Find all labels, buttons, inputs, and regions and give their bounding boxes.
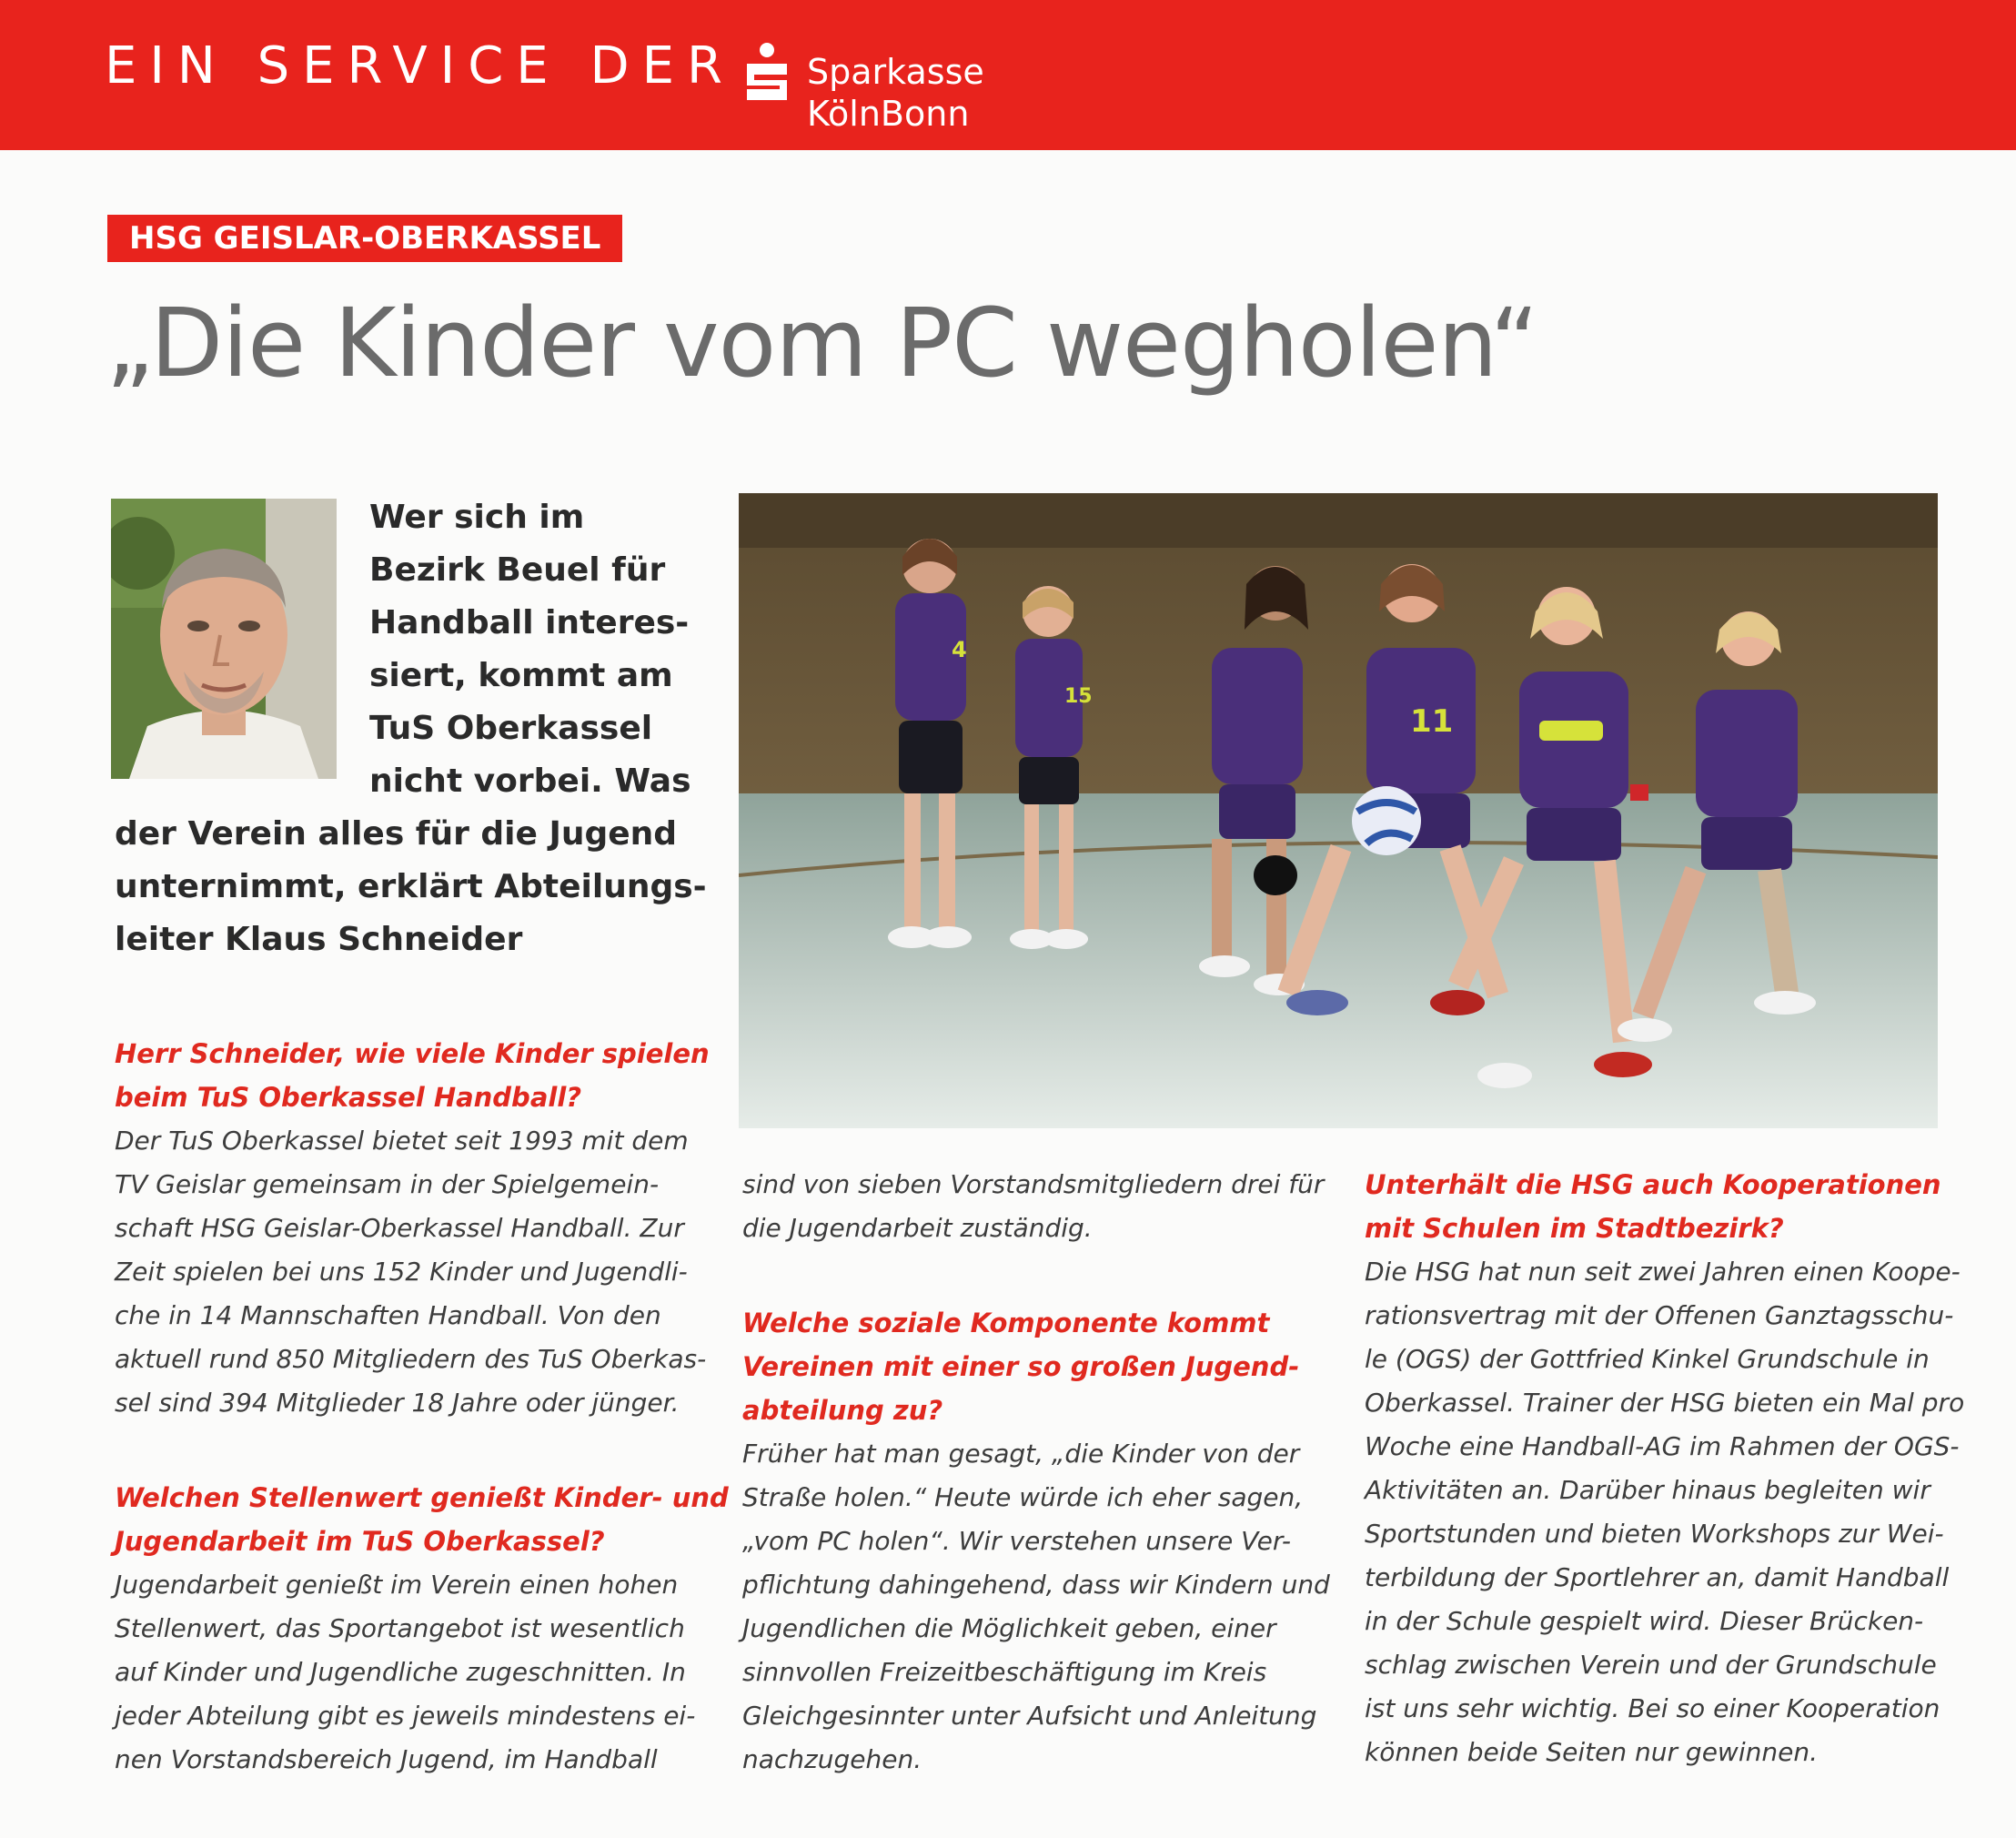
intro-line: nicht vorbei. Was bbox=[369, 762, 691, 800]
a-line: che in 14 Mannschaften Handball. Von den bbox=[115, 1300, 661, 1330]
svg-text:15: 15 bbox=[1064, 685, 1093, 708]
a-line: Aktivitäten an. Darüber hinaus begleiten wir bbox=[1365, 1475, 1930, 1505]
middle-column bbox=[742, 1163, 1330, 1782]
q-line: abteilung zu? bbox=[742, 1395, 943, 1426]
article-headline: „Die Kinder vom PC wegholen“ bbox=[106, 288, 1538, 399]
a-line: Straße holen.“ Heute würde ich eher sagen, bbox=[742, 1482, 1304, 1512]
sparkasse-logo-icon bbox=[741, 42, 792, 106]
intro-line: TuS Oberkassel bbox=[369, 710, 653, 747]
brand-name: Sparkasse bbox=[807, 52, 984, 92]
a-line: Gleichgesinnter unter Aufsicht und Anleitung bbox=[742, 1701, 1317, 1731]
a-line: schlag zwischen Verein und der Grundschule bbox=[1365, 1650, 1937, 1680]
a-line: Die HSG hat nun seit zwei Jahren einen Koope- bbox=[1365, 1257, 1961, 1287]
q-line: Vereinen mit einer so großen Jugend- bbox=[742, 1351, 1300, 1382]
a-line: Der TuS Oberkassel bietet seit 1993 mit dem bbox=[115, 1126, 689, 1156]
a-line: Stellenwert, das Sportangebot ist wesentlich bbox=[115, 1613, 685, 1643]
q-line: Welche soziale Komponente kommt bbox=[742, 1308, 1270, 1338]
q-line: Jugendarbeit im TuS Oberkassel? bbox=[115, 1526, 605, 1557]
intro-line: unternimmt, erklärt Abteilungs- bbox=[115, 868, 707, 905]
handball-girls-photo bbox=[739, 493, 1938, 1128]
question-3 bbox=[742, 1301, 1325, 1432]
q-line: Unterhält die HSG auch Kooperationen bbox=[1365, 1169, 1941, 1200]
brand-city: KölnBonn bbox=[807, 94, 970, 134]
svg-text:4: 4 bbox=[952, 637, 967, 662]
intro-line: Wer sich im bbox=[369, 499, 585, 536]
a-line: Oberkassel. Trainer der HSG bieten ein Mal pro bbox=[1365, 1388, 1965, 1418]
service-text: EIN SERVICE DER bbox=[105, 36, 735, 96]
a-line: Früher hat man gesagt, „die Kinder von der bbox=[742, 1439, 1300, 1469]
a-line: sinnvollen Freizeitbeschäftigung im Kreis bbox=[742, 1657, 1267, 1687]
intro-line: Bezirk Beuel für bbox=[369, 551, 666, 589]
intro-line: leiter Klaus Schneider bbox=[115, 921, 523, 958]
a-line: schaft HSG Geislar-Oberkassel Handball. Zur bbox=[115, 1213, 684, 1243]
intro-line: siert, kommt am bbox=[369, 657, 673, 694]
q-line: Welchen Stellenwert genießt Kinder- und bbox=[115, 1482, 729, 1513]
a-line: Sportstunden und bieten Workshops zur Wei- bbox=[1365, 1519, 1944, 1549]
a-line: „vom PC holen“. Wir verstehen unsere Ver- bbox=[742, 1526, 1291, 1556]
q-line: Herr Schneider, wie viele Kinder spielen bbox=[115, 1038, 710, 1069]
top-banner bbox=[0, 0, 2016, 150]
answer-2-continued bbox=[742, 1163, 1325, 1250]
q-line: beim TuS Oberkassel Handball? bbox=[115, 1082, 582, 1113]
section-kicker: HSG GEISLAR-OBERKASSEL bbox=[107, 215, 622, 262]
question-1 bbox=[115, 1032, 710, 1119]
answer-2 bbox=[115, 1563, 697, 1782]
a-line: ist uns sehr wichtig. Bei so einer Kooperation bbox=[1365, 1693, 1940, 1723]
a-line: Zeit spielen bei uns 152 Kinder und Jugendli- bbox=[115, 1257, 688, 1287]
a-line: die Jugendarbeit zuständig. bbox=[742, 1213, 1093, 1243]
answer-3 bbox=[742, 1432, 1330, 1782]
a-line: pflichtung dahingehend, dass wir Kindern und bbox=[742, 1570, 1330, 1600]
q-line: mit Schulen im Stadtbezirk? bbox=[1365, 1213, 1784, 1244]
a-line: in der Schule gespielt wird. Dieser Brücken- bbox=[1365, 1606, 1924, 1636]
answer-1 bbox=[115, 1119, 707, 1425]
a-line: auf Kinder und Jugendliche zugeschnitten. In bbox=[115, 1657, 686, 1687]
intro-line: Handball interes- bbox=[369, 604, 690, 641]
hero-illustration bbox=[739, 493, 1938, 1128]
a-line: rationsvertrag mit der Offenen Ganztagsschu- bbox=[1365, 1300, 1954, 1330]
a-line: nachzugehen. bbox=[742, 1744, 922, 1774]
a-line: TV Geislar gemeinsam in der Spielgemein- bbox=[115, 1169, 660, 1199]
svg-text:11: 11 bbox=[1410, 703, 1454, 740]
intro-text bbox=[115, 491, 707, 966]
a-line: Woche eine Handball-AG im Rahmen der OGS- bbox=[1365, 1431, 1960, 1461]
answer-4 bbox=[1365, 1250, 1965, 1774]
a-line: sel sind 394 Mitglieder 18 Jahre oder jünger. bbox=[115, 1388, 680, 1418]
question-4 bbox=[1365, 1163, 1947, 1250]
right-column bbox=[1365, 1163, 1965, 1774]
a-line: nen Vorstandsbereich Jugend, im Handball bbox=[115, 1744, 658, 1774]
a-line: Jugendarbeit genießt im Verein einen hohen bbox=[115, 1570, 679, 1600]
a-line: sind von sieben Vorstandsmitgliedern drei für bbox=[742, 1169, 1325, 1199]
left-column bbox=[115, 1032, 729, 1782]
question-2 bbox=[115, 1476, 729, 1563]
a-line: aktuell rund 850 Mitgliedern des TuS Oberkas- bbox=[115, 1344, 707, 1374]
a-line: le (OGS) der Gottfried Kinkel Grundschule in bbox=[1365, 1344, 1930, 1374]
a-line: jeder Abteilung gibt es jeweils mindestens ei- bbox=[115, 1701, 696, 1731]
a-line: können beide Seiten nur gewinnen. bbox=[1365, 1737, 1818, 1767]
a-line: terbildung der Sportlehrer an, damit Handball bbox=[1365, 1562, 1950, 1592]
intro-line: der Verein alles für die Jugend bbox=[115, 815, 678, 853]
a-line: Jugendlichen die Möglichkeit geben, einer bbox=[742, 1613, 1276, 1643]
